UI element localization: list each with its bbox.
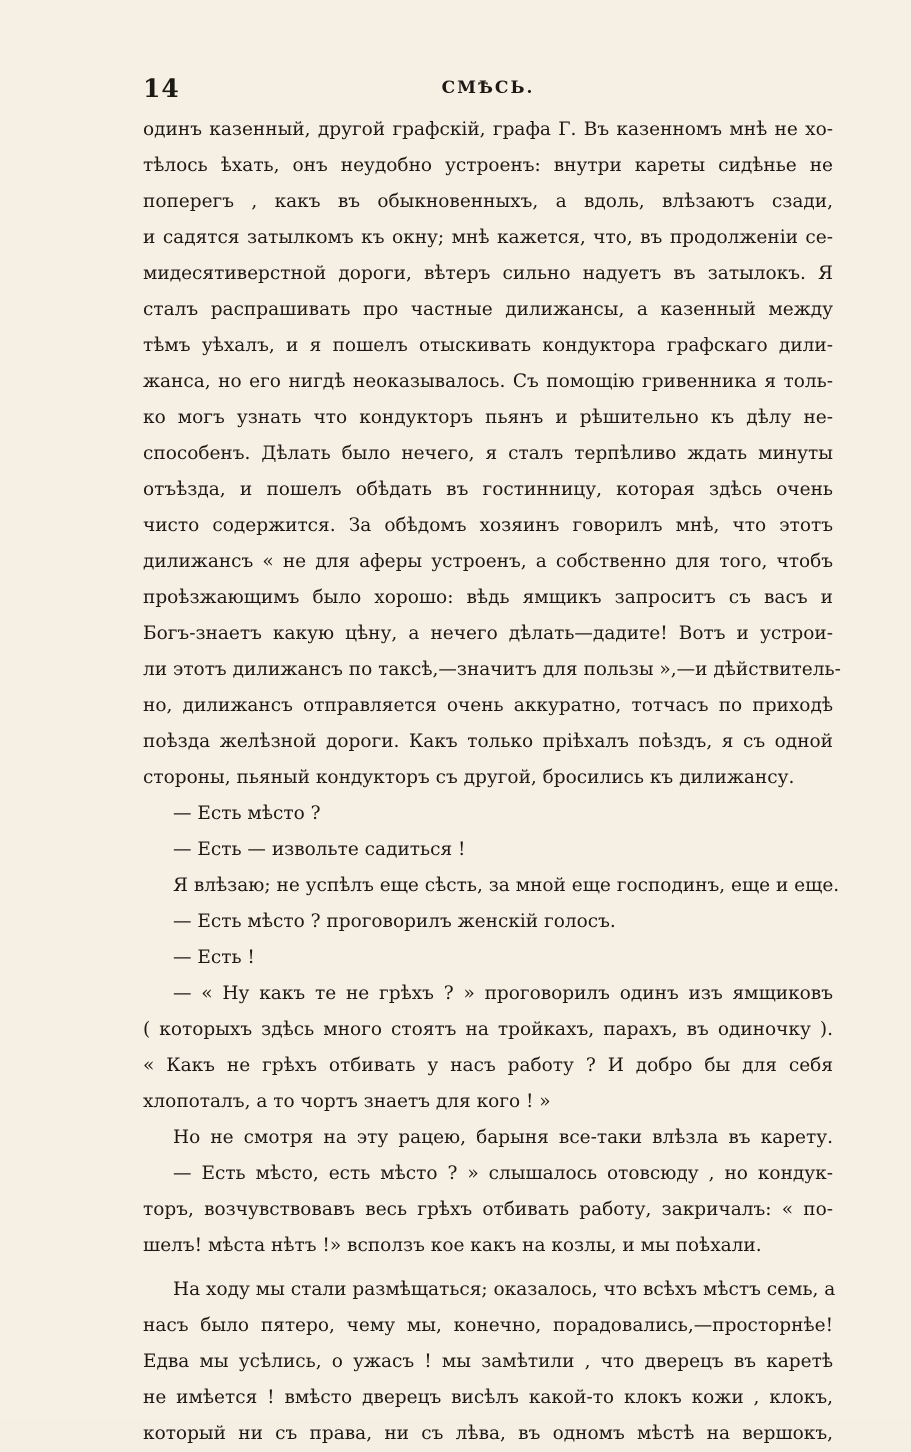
text-line: тѣмъ уѣхалъ, и я пошелъ отыскивать кондуктора графскаго дили-	[143, 335, 833, 356]
text-line: дилижансъ « не для аферы устроенъ, а собственно для того, чтобъ	[143, 551, 833, 572]
page-header	[143, 74, 833, 106]
text-line: который ни съ права, ни съ лѣва, въ одномъ мѣстѣ на вершокъ,	[143, 1423, 833, 1444]
text-line: поѣзда желѣзной дороги. Какъ только пріѣхалъ поѣздъ, я съ одной	[143, 731, 833, 752]
text-line: торъ, возчувствовавъ весь грѣхъ отбивать работу, закричалъ: « по-	[143, 1199, 833, 1220]
text-line: хлопоталъ, а то чортъ знаетъ для кого ! »	[143, 1091, 551, 1112]
page-number: 14	[143, 74, 180, 103]
text-line: ( которыхъ здѣсь много стоятъ на тройкахъ, парахъ, въ одиночку ).	[143, 1019, 833, 1040]
text-line: поперегъ , какъ въ обыкновенныхъ, а вдоль, влѣзаютъ сзади,	[143, 191, 833, 212]
text-line: одинъ казенный, другой графскій, графа Г. Въ казенномъ мнѣ не хо-	[143, 119, 833, 140]
text-line: — Есть мѣсто, есть мѣсто ? » слышалось отовсюду , но кондук-	[173, 1163, 833, 1184]
text-line: — « Ну какъ те не грѣхъ ? » проговорилъ одинъ изъ ямщиковъ	[173, 983, 833, 1004]
text-line: — Есть !	[173, 947, 255, 968]
text-line: ко могъ узнать что кондукторъ пьянъ и рѣшительно къ дѣлу не-	[143, 407, 833, 428]
text-line: Но не смотря на эту рацею, барыня все-таки влѣзла въ карету.	[173, 1127, 833, 1148]
text-line: шелъ! мѣста нѣтъ !» всползъ кое какъ на козлы, и мы поѣхали.	[143, 1235, 762, 1256]
text-line: способенъ. Дѣлать было нечего, я сталъ терпѣливо ждать минуты	[143, 443, 833, 464]
text-line: На ходу мы стали размѣщаться; оказалось, что всѣхъ мѣстъ семь, а	[173, 1279, 836, 1300]
text-line: стороны, пьяный кондукторъ съ другой, бросились къ дилижансу.	[143, 767, 795, 788]
text-line: жанса, но его нигдѣ неоказывалось. Съ помощію гривенника я толь-	[143, 371, 833, 392]
body-text	[143, 112, 841, 1452]
text-line: отъѣзда, и пошелъ обѣдать въ гостинницу, которая здѣсь очень	[143, 479, 833, 500]
text-line: проѣзжающимъ было хорошо: вѣдь ямщикъ запроситъ съ васъ и	[143, 587, 833, 608]
text-line: и садятся затылкомъ къ окну; мнѣ кажется, что, въ продолженіи се-	[143, 227, 833, 248]
text-line: Едва мы усѣлись, о ужасъ ! мы замѣтили , что дверецъ въ каретѣ	[143, 1351, 833, 1372]
text-line: не имѣется ! вмѣсто дверецъ висѣлъ какой-то клокъ кожи , клокъ,	[143, 1387, 833, 1408]
paragraph-gap	[143, 1264, 833, 1272]
text-line: насъ было пятеро, чему мы, конечно, порадовались,—просторнѣе!	[143, 1315, 833, 1336]
text-line: « Какъ не грѣхъ отбивать у насъ работу ? И добро бы для себя	[143, 1055, 833, 1076]
text-line: сталъ распрашивать про частные дилижансы, а казенный между	[143, 299, 833, 320]
text-line: — Есть мѣсто ?	[173, 803, 321, 824]
text-line: мидесятиверстной дороги, вѣтеръ сильно надуетъ въ затылокъ. Я	[143, 263, 833, 284]
text-line: чисто содержится. За обѣдомъ хозяинъ говорилъ мнѣ, что этотъ	[143, 515, 833, 536]
running-head: СМѢСЬ.	[441, 78, 535, 98]
text-line: Богъ-знаетъ какую цѣну, а нечего дѣлать—дадите! Вотъ и устрои-	[143, 623, 833, 644]
text-line: Я влѣзаю; не успѣлъ еще сѣсть, за мной еще господинъ, еще и еще.	[173, 875, 840, 896]
text-line: тѣлось ѣхать, онъ неудобно устроенъ: внутри кареты сидѣнье не	[143, 155, 833, 176]
text-line: — Есть — извольте садиться !	[173, 839, 466, 860]
text-line: ли этотъ дилижансъ по таксѣ,—значитъ для пользы »,—и дѣйствитель-	[143, 659, 841, 680]
text-line: — Есть мѣсто ? проговорилъ женскій голосъ.	[173, 911, 616, 932]
text-line: но, дилижансъ отправляется очень аккуратно, тотчасъ по приходѣ	[143, 695, 833, 716]
